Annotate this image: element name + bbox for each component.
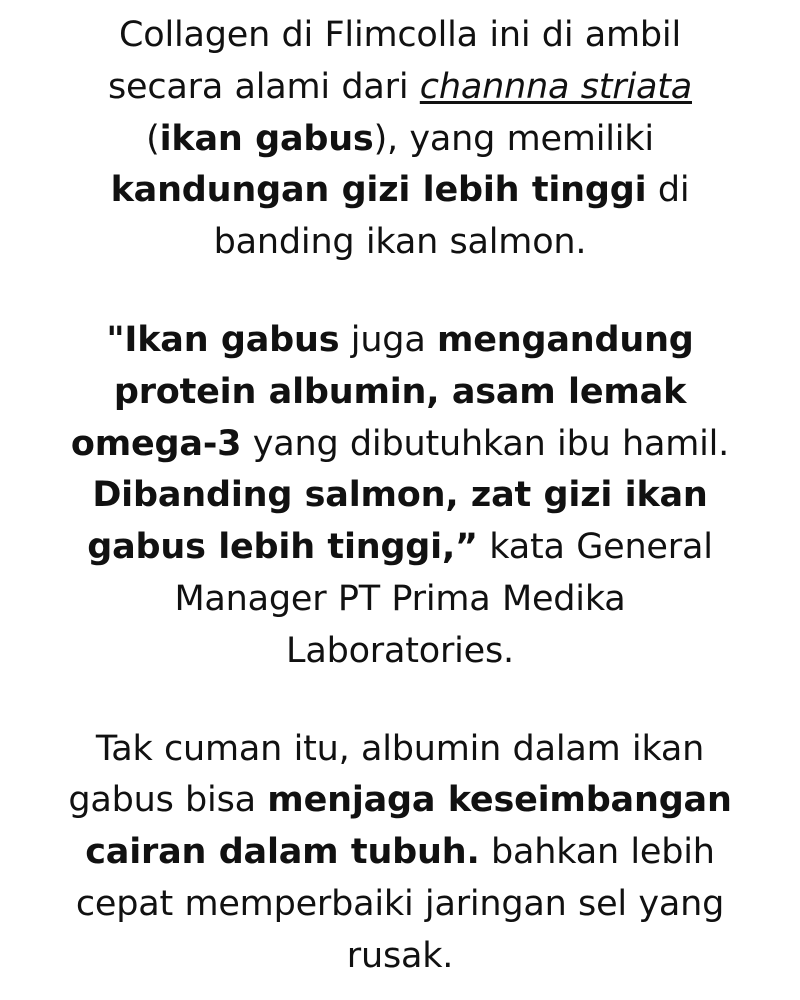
bold-text-run: Dibanding salmon, zat gizi ikan gabus lebih tinggi,” xyxy=(87,475,708,568)
text-run: yang dibutuhkan ibu hamil. xyxy=(241,423,730,464)
paragraph-container xyxy=(60,10,740,983)
text-run: di banding ikan salmon. xyxy=(213,170,690,263)
text-run: ), yang memiliki xyxy=(373,118,654,159)
text-run: bahkan lebih cepat memperbaiki jaringan sel yang rusak. xyxy=(75,832,725,976)
text-run: kata General Manager PT Prima Medika Laboratories. xyxy=(174,527,713,671)
text-run: juga xyxy=(339,319,437,360)
paragraph-2 xyxy=(60,315,740,678)
text-run: ( xyxy=(146,118,160,159)
paragraph-1 xyxy=(60,10,740,269)
text-run: Collagen di Flimcolla ini di ambil secara alami dari xyxy=(108,15,681,107)
bold-text-run: ikan gabus xyxy=(159,118,374,159)
scientific-name-emphasis: channna striata xyxy=(419,66,692,107)
bold-text-run: menjaga keseimbangan cairan dalam tubuh. xyxy=(85,780,732,873)
text-run: Tak cuman itu, albumin dalam ikan gabus bisa xyxy=(68,728,705,821)
bold-text-run: mengandung protein albumin, asam lemak omega-3 xyxy=(70,319,694,464)
bold-text-run: kandungan gizi lebih tinggi xyxy=(110,170,647,211)
paragraph-3 xyxy=(60,724,740,983)
bold-text-run: "Ikan gabus xyxy=(106,319,340,360)
